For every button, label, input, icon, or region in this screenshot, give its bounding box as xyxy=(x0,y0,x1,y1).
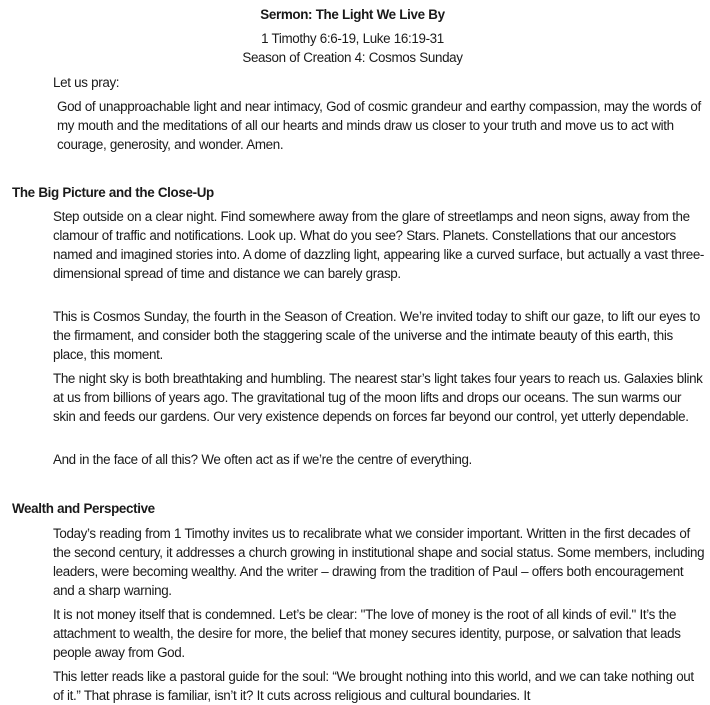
paragraph: The night sky is both breathtaking and humbling. The nearest star’s light takes four years to reach us. Galaxies blink at us from billions of years ago. The gravitational tug of the moon lifts and drops our oceans. The sun warms our skin and feeds our gardens. Our very existence depends on forces far beyond our control, yet utterly dependable. xyxy=(53,371,703,424)
paragraph: It is not money itself that is condemned. Let’s be clear: "The love of money is the root of all kinds of evil." It’s the attachment to wealth, the desire for more, the belief that money secures identity, purpose, or salvation that leads people away from God. xyxy=(53,607,681,660)
liturgical-occasion: Season of Creation 4: Cosmos Sunday xyxy=(242,50,463,65)
paragraph: This is Cosmos Sunday, the fourth in the Season of Creation. We’re invited today to shift our gaze, to lift our eyes to the firmament, and consider both the staggering scale of the universe and the intimate beauty of this earth, this place, this moment. xyxy=(53,309,701,362)
opening-prayer: God of unapproachable light and near intimacy, God of cosmic grandeur and earthy compassion, may the words of my mouth and the meditations of all our hearts and minds draw us closer to your truth and move us to act with courage, generosity, and wonder. Amen. xyxy=(57,99,701,152)
prayer-label: Let us pray: xyxy=(53,75,120,90)
paragraph: Today’s reading from 1 Timothy invites us to recalibrate what we consider important. Written in the first decades of the second century, it addresses a church growing in institutional shape and social status. Some members, including leaders, were becoming wealthy. And the writer – drawing from the tradition of Paul – offers both encouragement and a sharp warning. xyxy=(53,526,705,598)
paragraph: And in the face of all this? We often act as if we’re the centre of everything. xyxy=(53,452,472,467)
paragraph: This letter reads like a pastoral guide for the soul: “We brought nothing into this world, and we can take nothing out of it.” That phrase is familiar, isn’t it? It cuts across religious and cultural boundaries. It xyxy=(53,669,694,703)
section-heading-big-picture: The Big Picture and the Close-Up xyxy=(12,185,214,200)
scripture-readings: 1 Timothy 6:6-19, Luke 16:19-31 xyxy=(261,31,444,46)
paragraph: Step outside on a clear night. Find somewhere away from the glare of streetlamps and neon signs, away from the clamour of traffic and notifications. Look up. What do you see? Stars. Planets. Constellations that our ancestors named and imagined stories into. A dome of dazzling light, appearing like a curved surface, but actually a vast three-dimensional spread of time and distance we can barely grasp. xyxy=(53,209,705,281)
document-title: Sermon: The Light We Live By xyxy=(260,7,445,22)
section-heading-wealth: Wealth and Perspective xyxy=(12,501,155,516)
